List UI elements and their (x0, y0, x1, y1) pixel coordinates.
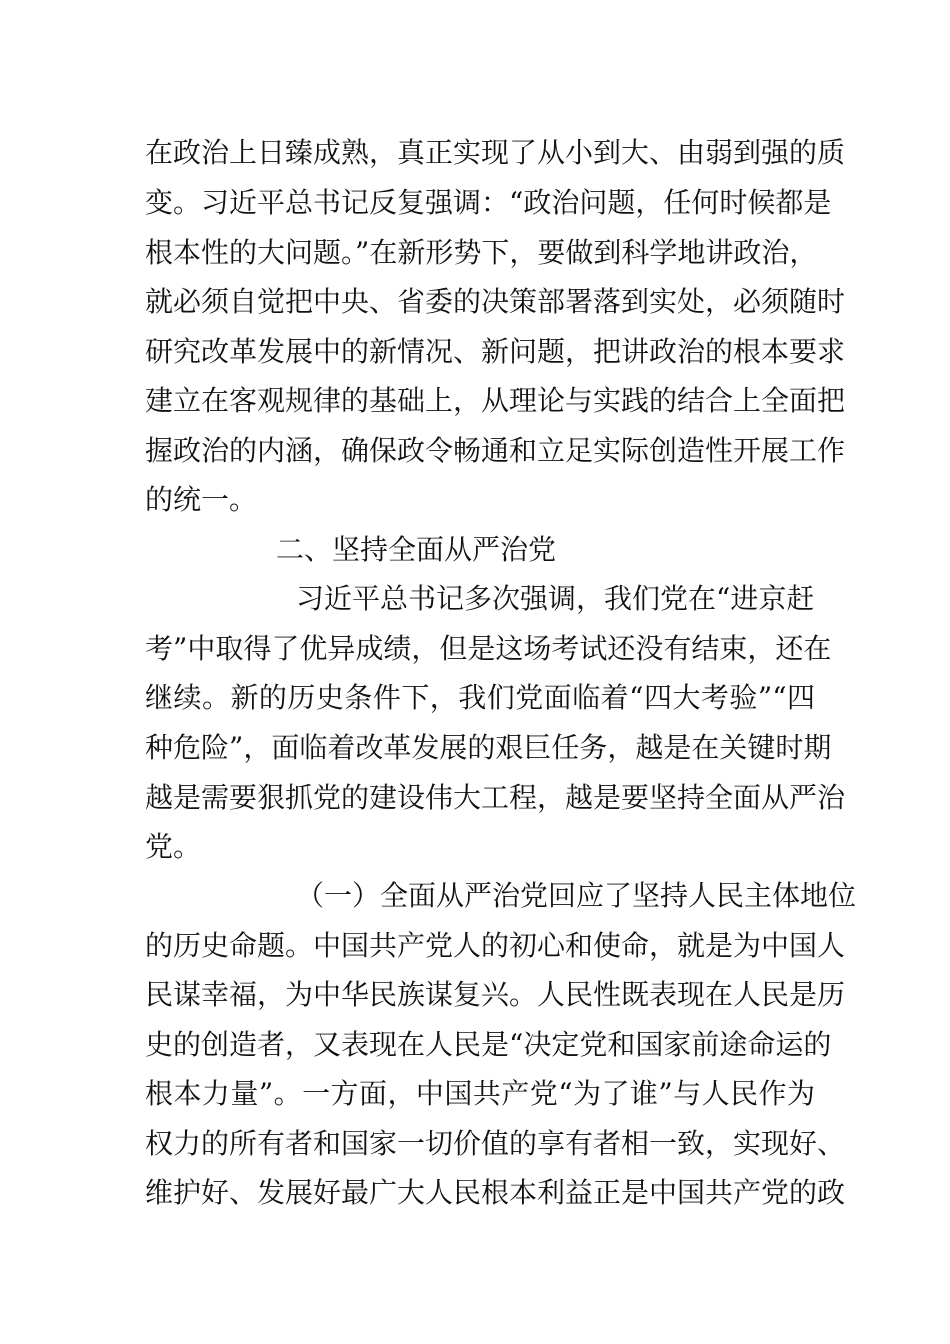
paragraph-3-line-5: 根本力量”。一方面，中国共产党“为了谁”与人民作为 (145, 1077, 815, 1110)
paragraph-1-line-6: 建立在客观规律的基础上，从理论与实践的结合上全面把 (145, 384, 846, 417)
paragraph-1-line-7: 握政治的内涵，确保政令畅通和立足实际创造性开展工作 (145, 434, 846, 467)
paragraph-1-line-2: 变。习近平总书记反复强调：“政治问题，任何时候都是 (145, 186, 832, 219)
paragraph-2-line-1: 习近平总书记多次强调，我们党在“进京赶 (296, 582, 815, 615)
paragraph-3-line-1: （一）全面从严治党回应了坚持人民主体地位 (296, 879, 857, 912)
paragraph-1-line-8: 的统一。 (145, 483, 258, 516)
paragraph-2-line-3: 继续。新的历史条件下，我们党面临着“四大考验”“四 (145, 681, 815, 714)
paragraph-1-line-4: 就必须自觉把中央、省委的决策部署落到实处，必须随时 (145, 285, 846, 318)
paragraph-3-line-6: 权力的所有者和国家一切价值的享有者相一致，实现好、 (145, 1127, 846, 1160)
paragraph-2-line-5: 越是需要狠抓党的建设伟大工程，越是要坚持全面从严治 (145, 781, 846, 814)
section-heading: 二、坚持全面从严治党 (276, 533, 557, 566)
paragraph-3-line-7: 维护好、发展好最广大人民根本利益正是中国共产党的政 (145, 1176, 846, 1209)
paragraph-1-line-3: 根本性的大问题。”在新形势下，要做到科学地讲政治， (145, 236, 818, 269)
paragraph-3-line-2: 的历史命题。中国共产党人的初心和使命，就是为中国人 (145, 929, 846, 962)
paragraph-2-line-4: 种危险”，面临着改革发展的艰巨任务，越是在关键时期 (145, 731, 832, 764)
paragraph-2-line-6: 党。 (145, 830, 202, 863)
paragraph-1-line-1: 在政治上日臻成熟，真正实现了从小到大、由弱到强的质 (145, 136, 846, 169)
paragraph-2-line-2: 考”中取得了优异成绩，但是这场考试还没有结束，还在 (145, 632, 832, 665)
paragraph-3-line-3: 民谋幸福，为中华民族谋复兴。人民性既表现在人民是历 (145, 978, 846, 1011)
paragraph-3-line-4: 史的创造者，又表现在人民是“决定党和国家前途命运的 (145, 1028, 832, 1061)
paragraph-1-line-5: 研究改革发展中的新情况、新问题，把讲政治的根本要求 (145, 335, 846, 368)
